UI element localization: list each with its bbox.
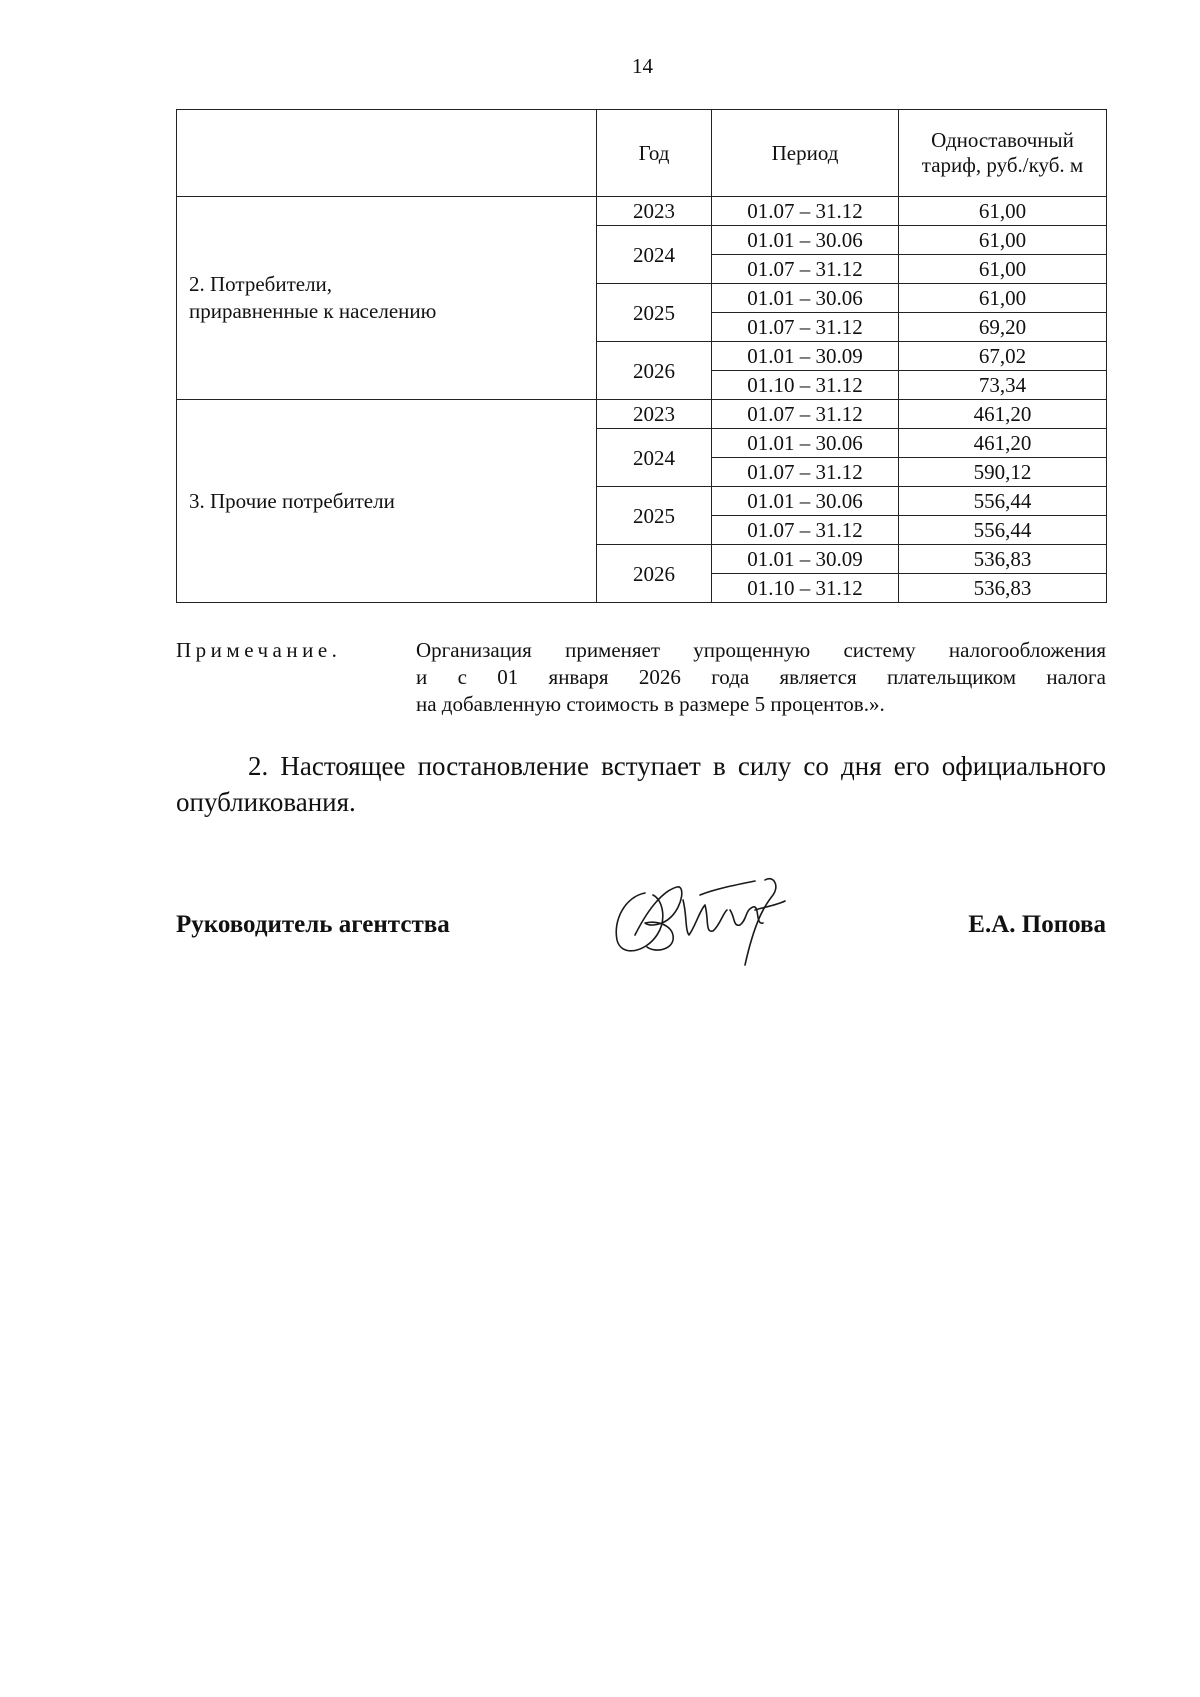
consumer-group-cell: 3. Прочие потребители <box>177 400 597 603</box>
tariff-cell: 61,00 <box>899 226 1107 255</box>
period-cell: 01.07 – 31.12 <box>712 516 899 545</box>
header-cell-year: Год <box>597 110 712 197</box>
year-cell: 2023 <box>597 400 712 429</box>
period-cell: 01.01 – 30.06 <box>712 429 899 458</box>
tariff-cell: 461,20 <box>899 429 1107 458</box>
signatory-title: Руководитель агентства <box>176 911 450 938</box>
period-cell: 01.01 – 30.09 <box>712 342 899 371</box>
header-cell-group <box>177 110 597 197</box>
page-number: 14 <box>632 54 653 78</box>
year-cell: 2026 <box>597 342 712 400</box>
table-body <box>177 197 1107 603</box>
header-tariff-text: Одноставочный тариф, руб./куб. м <box>921 128 1084 177</box>
tariff-cell: 556,44 <box>899 487 1107 516</box>
year-cell: 2023 <box>597 197 712 226</box>
period-cell: 01.10 – 31.12 <box>712 574 899 603</box>
header-cell-period: Период <box>712 110 899 197</box>
tariff-cell: 67,02 <box>899 342 1107 371</box>
tariff-table <box>176 109 1107 603</box>
consumer-group-cell: 2. Потребители, приравненные к населению <box>177 197 597 400</box>
note-line: Организация применяет упрощенную систему налогообложения <box>416 638 1106 662</box>
year-cell: 2024 <box>597 226 712 284</box>
period-cell: 01.01 – 30.06 <box>712 284 899 313</box>
note-label: Примечание. <box>176 638 342 662</box>
tariff-cell: 590,12 <box>899 458 1107 487</box>
tariff-cell: 69,20 <box>899 313 1107 342</box>
period-cell: 01.07 – 31.12 <box>712 255 899 284</box>
period-cell: 01.01 – 30.09 <box>712 545 899 574</box>
period-cell: 01.07 – 31.12 <box>712 458 899 487</box>
tariff-cell: 556,44 <box>899 516 1107 545</box>
tariff-cell: 61,00 <box>899 255 1107 284</box>
period-cell: 01.07 – 31.12 <box>712 197 899 226</box>
period-cell: 01.01 – 30.06 <box>712 226 899 255</box>
period-cell: 01.07 – 31.12 <box>712 400 899 429</box>
tariff-cell: 73,34 <box>899 371 1107 400</box>
signature-image <box>605 865 805 975</box>
period-cell: 01.07 – 31.12 <box>712 313 899 342</box>
header-cell-tariff <box>899 110 1107 197</box>
note-text <box>416 637 1106 718</box>
year-cell: 2025 <box>597 487 712 545</box>
year-cell: 2026 <box>597 545 712 603</box>
tariff-cell: 461,20 <box>899 400 1107 429</box>
tariff-cell: 536,83 <box>899 545 1107 574</box>
note-line: на добавленную стоимость в размере 5 процентов.». <box>416 692 885 716</box>
year-cell: 2024 <box>597 429 712 487</box>
note-line: и с 01 января 2026 года является плательщиком налога <box>416 665 1106 689</box>
tariff-cell: 61,00 <box>899 197 1107 226</box>
period-cell: 01.01 – 30.06 <box>712 487 899 516</box>
year-cell: 2025 <box>597 284 712 342</box>
tariff-cell: 536,83 <box>899 574 1107 603</box>
signatory-name: Е.А. Попова <box>968 911 1106 938</box>
table-row <box>177 197 1107 226</box>
table-row <box>177 400 1107 429</box>
clause-paragraph: 2. Настоящее постановление вступает в силу со дня его официального опубликования. <box>176 751 1106 817</box>
table-header-row <box>177 110 1107 197</box>
tariff-cell: 61,00 <box>899 284 1107 313</box>
period-cell: 01.10 – 31.12 <box>712 371 899 400</box>
